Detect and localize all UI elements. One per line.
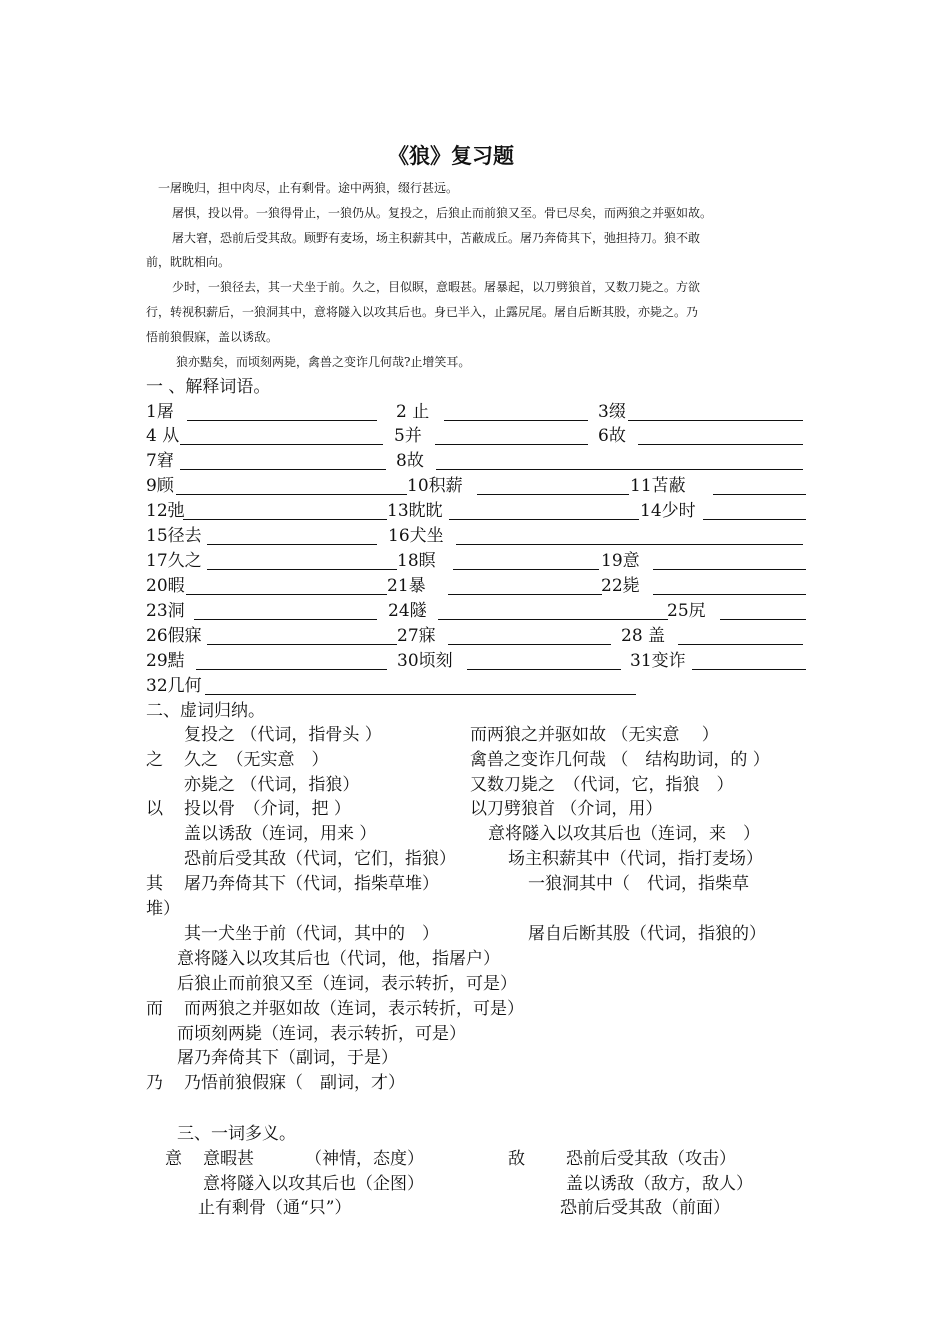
answer-blank[interactable]: [435, 444, 588, 445]
usage-example: 久之 （无实意 ）: [184, 750, 329, 770]
vocab-label: 10积薪: [407, 476, 463, 496]
vocab-label: 15径去: [146, 526, 202, 546]
usage-example: 后狼止而前狼又至（连词，表示转折，可是）: [177, 974, 517, 994]
answer-blank[interactable]: [449, 519, 639, 520]
answer-blank[interactable]: [444, 420, 588, 421]
answer-blank[interactable]: [207, 544, 377, 545]
vocab-label: 20暇: [146, 576, 185, 596]
usage-example: 而顷刻两毙（连词，表示转折，可是）: [177, 1024, 466, 1044]
function-word: 而: [146, 999, 163, 1019]
vocab-label: 14少时: [640, 501, 696, 521]
answer-blank[interactable]: [467, 669, 621, 670]
usage-example: 意暇甚: [203, 1149, 254, 1169]
vocab-label: 21暴: [387, 576, 426, 596]
answer-blank[interactable]: [638, 444, 803, 445]
vocab-label: 11苫蔽: [630, 476, 686, 496]
usage-example: 盖以诱敌（连词，用来 ）: [184, 824, 377, 844]
vocab-label: 2 止: [396, 402, 430, 422]
usage-example: 其一犬坐于前（代词，其中的 ）: [184, 924, 439, 944]
answer-blank[interactable]: [678, 644, 803, 645]
vocab-label: 9顾: [146, 476, 174, 496]
answer-blank[interactable]: [207, 644, 397, 645]
vocab-label: 18瞑: [397, 551, 436, 571]
answer-blank[interactable]: [176, 494, 407, 495]
vocab-label: 30顷刻: [397, 651, 453, 671]
answer-blank[interactable]: [703, 519, 806, 520]
vocab-label: 27寐: [397, 626, 436, 646]
usage-example: 禽兽之变诈几何哉 （ 结构助词，的 ）: [470, 750, 770, 770]
answer-blank[interactable]: [477, 494, 629, 495]
answer-blank[interactable]: [180, 444, 383, 445]
vocab-label: 31变诈: [630, 651, 686, 671]
usage-example: 又数刀毙之 （代词，它，指狼 ）: [470, 775, 734, 795]
usage-example: 以刀劈狼首 （介词，用）: [470, 799, 663, 819]
usage-example: 一狼洞其中（ 代词，指柴草: [528, 874, 749, 894]
answer-blank[interactable]: [653, 569, 806, 570]
vocab-label: 26假寐: [146, 626, 202, 646]
vocab-label: 29黠: [146, 651, 185, 671]
vocab-label: 32几何: [146, 676, 202, 696]
answer-blank[interactable]: [196, 669, 387, 670]
vocab-label: 17久之: [146, 551, 202, 571]
answer-blank[interactable]: [194, 619, 377, 620]
usage-example: 屠自后断其股（代词，指狼的）: [528, 924, 766, 944]
answer-blank[interactable]: [628, 420, 803, 421]
section-heading: 二、虚词归纳。: [146, 701, 265, 721]
answer-blank[interactable]: [186, 594, 387, 595]
page-title: 《狼》复习题: [388, 144, 514, 168]
answer-blank[interactable]: [436, 469, 803, 470]
function-word: 其: [146, 874, 163, 894]
vocab-label: 25尻: [667, 601, 706, 621]
answer-blank[interactable]: [713, 494, 806, 495]
usage-example: 屠乃奔倚其下（代词，指柴草堆）: [184, 874, 439, 894]
passage-line: 屠惧，投以骨。一狼得骨止，一狼仍从。复投之，后狼止而前狼又至。骨已尽矣，而两狼之并驱如故。: [172, 206, 713, 220]
usage-example: 意将隧入以攻其后也（企图）: [203, 1174, 424, 1194]
usage-example: 止有剩骨（通“只”）: [198, 1198, 352, 1218]
polysemy-word: 意: [165, 1149, 182, 1169]
passage-line: 屠大窘，恐前后受其敌。顾野有麦场，场主积薪其中，苫蔽成丘。屠乃奔倚其下，弛担持刀。狼不敢: [172, 231, 701, 245]
usage-example: 屠乃奔倚其下（副词，于是）: [177, 1048, 398, 1068]
answer-blank[interactable]: [205, 694, 636, 695]
usage-example: 乃悟前狼假寐（ 副词，才）: [184, 1073, 405, 1093]
section-heading: 一 、解释词语。: [146, 377, 271, 397]
function-word: 之: [146, 750, 163, 770]
vocab-label: 28 盖: [621, 626, 666, 646]
vocab-label: 23洞: [146, 601, 185, 621]
answer-blank[interactable]: [720, 619, 806, 620]
usage-example: 堆）: [146, 899, 180, 919]
usage-example: 意将隧入以攻其后也（代词，他，指屠户）: [177, 949, 500, 969]
vocab-label: 7窘: [146, 451, 174, 471]
usage-example: 而两狼之并驱如故 （无实意 ）: [470, 725, 719, 745]
vocab-label: 8故: [396, 451, 424, 471]
answer-blank[interactable]: [180, 469, 386, 470]
usage-example: 恐前后受其敌（代词，它们，指狼）: [184, 849, 456, 869]
usage-example: 场主积薪其中（代词，指打麦场）: [508, 849, 763, 869]
vocab-label: 6故: [598, 426, 626, 446]
usage-example: 盖以诱敌（敌方，敌人）: [566, 1174, 753, 1194]
function-word: 以: [146, 799, 163, 819]
answer-blank[interactable]: [448, 644, 611, 645]
usage-example: 意将隧入以攻其后也（连词，来 ）: [488, 824, 760, 844]
vocab-label: 12弛: [146, 501, 185, 521]
vocab-label: 16犬坐: [388, 526, 444, 546]
vocab-label: 19意: [601, 551, 640, 571]
answer-blank[interactable]: [453, 569, 599, 570]
passage-line: 狼亦黠矣，而顷刻两毙，禽兽之变诈几何哉?止增笑耳。: [176, 355, 471, 369]
polysemy-word: 敌: [508, 1149, 525, 1169]
answer-blank[interactable]: [438, 619, 668, 620]
passage-line: 行，转视积薪后，一狼洞其中，意将隧入以攻其后也。身已半入，止露尻尾。屠自后断其股，亦毙之。乃: [146, 305, 699, 319]
vocab-label: 5并: [394, 426, 422, 446]
answer-blank[interactable]: [456, 544, 803, 545]
function-word: 乃: [146, 1073, 163, 1093]
usage-example: 投以骨 （介词，把 ）: [184, 799, 351, 819]
vocab-label: 1屠: [146, 402, 174, 422]
usage-meaning: （神情，态度）: [305, 1149, 424, 1169]
answer-blank[interactable]: [183, 519, 387, 520]
answer-blank[interactable]: [653, 594, 806, 595]
vocab-label: 24隧: [388, 601, 427, 621]
passage-line: 前，眈眈相向。: [146, 255, 231, 269]
usage-example: 恐前后受其敌（攻击）: [566, 1149, 736, 1169]
passage-line: 一屠晚归，担中肉尽，止有剩骨。途中两狼，缀行甚远。: [158, 181, 459, 195]
answer-blank[interactable]: [448, 594, 602, 595]
vocab-label: 13眈眈: [387, 501, 443, 521]
passage-line: 少时，一狼径去，其一犬坐于前。久之，目似瞑，意暇甚。屠暴起，以刀劈狼首，又数刀毙之。方欲: [172, 280, 701, 294]
vocab-label: 3缀: [598, 402, 626, 422]
answer-blank[interactable]: [207, 569, 397, 570]
usage-example: 恐前后受其敌（前面）: [560, 1198, 730, 1218]
passage-line: 悟前狼假寐，盖以诱敌。: [146, 330, 279, 344]
answer-blank[interactable]: [692, 669, 806, 670]
answer-blank[interactable]: [187, 420, 377, 421]
vocab-label: 4 从: [146, 426, 180, 446]
vocab-label: 22毙: [601, 576, 640, 596]
usage-example: 复投之 （代词，指骨头 ）: [184, 725, 382, 745]
usage-example: 而两狼之并驱如故（连词，表示转折，可是）: [184, 999, 524, 1019]
usage-example: 亦毙之 （代词，指狼）: [184, 775, 360, 795]
section-heading: 三、一词多义。: [177, 1124, 296, 1144]
